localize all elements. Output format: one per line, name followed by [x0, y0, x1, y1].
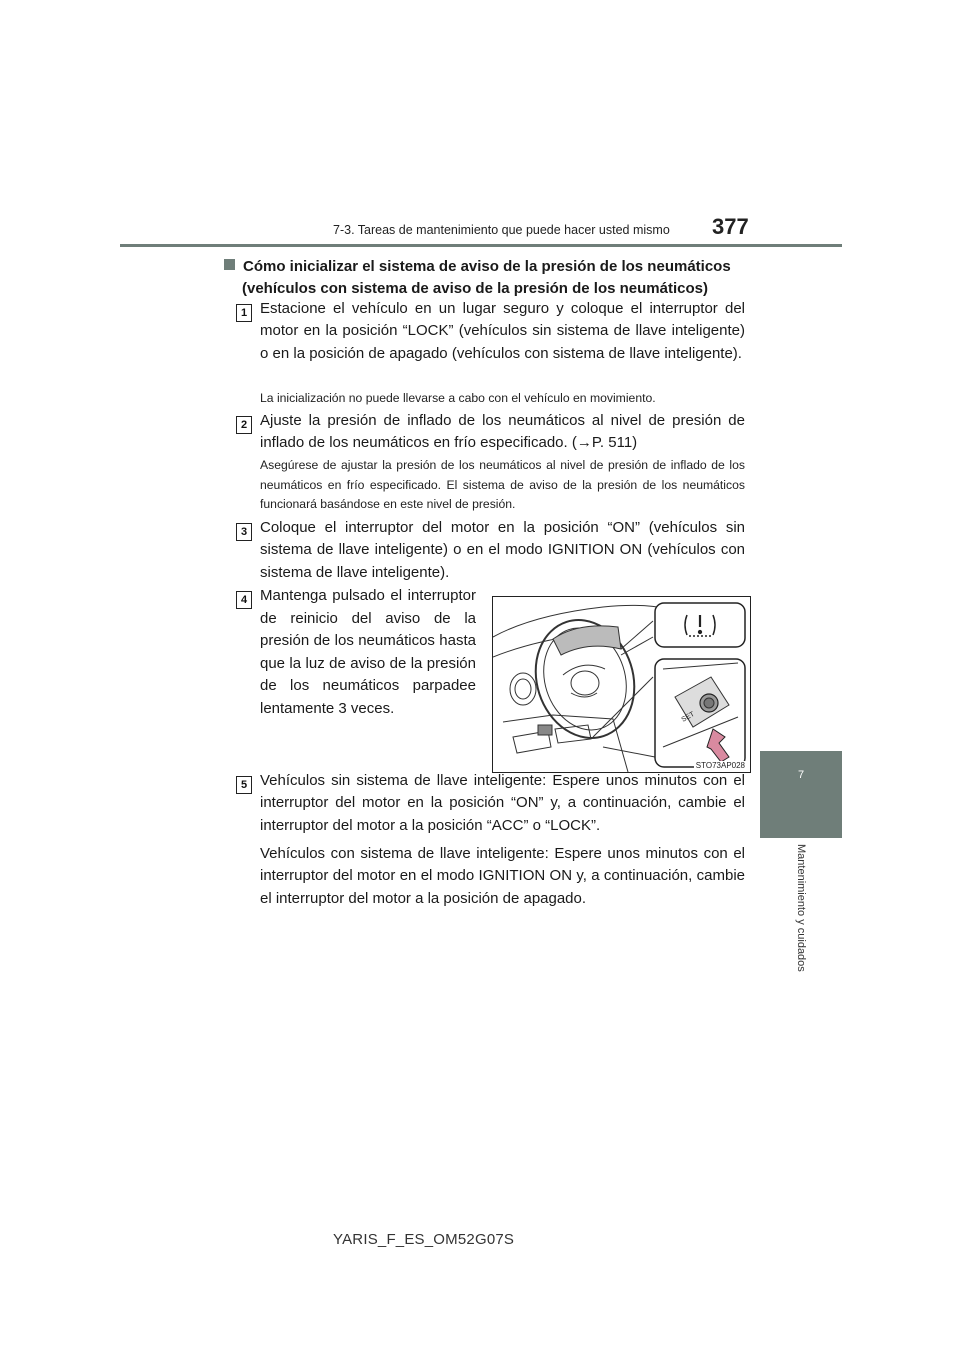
dashboard-illustration [492, 596, 751, 773]
step-4-text: Mantenga pulsado el interruptor de reinicio del aviso de la presión de los neumáticos hasta que la luz de aviso de la presión de los neumáticos parpadee lentamente 3 veces. [260, 587, 476, 717]
chapter-number: 7 [797, 769, 805, 781]
section-heading [224, 256, 746, 300]
step-badge-2: 2 [236, 416, 252, 434]
chapter-tab [760, 751, 842, 838]
step-2-note: Asegúrese de ajustar la presión de los neumáticos al nivel de presión de inflado de los neumáticos en frío especificado. El sistema de aviso de la presión de los neumáticos funcionará basándose en este nivel de presión. [260, 458, 745, 511]
document-code: YARIS_F_ES_OM52G07S [333, 1231, 515, 1248]
step-1-note: La inicialización no puede llevarse a cabo con el vehículo en movimiento. [260, 391, 656, 405]
page-number: 377 [712, 214, 749, 239]
chapter-title: Mantenimiento y cuidados [795, 844, 807, 972]
step-5-text-2: Vehículos con sistema de llave inteligente: Espere unos minutos con el interruptor del motor en el modo IGNITION ON y, a continuación, cambie el interruptor del motor a la posición de apagado. [260, 845, 745, 907]
step-1-text: Estacione el vehículo en un lugar seguro y coloque el interruptor del motor en la posición “LOCK” (vehículos sin sistema de llave inteligente) o en la posición de apagado (vehículos con sistema de llave inteligente). [260, 300, 745, 362]
step-badge-5: 5 [236, 776, 252, 794]
running-header: 7-3. Tareas de mantenimiento que puede hacer usted mismo [333, 223, 670, 237]
step-badge-3: 3 [236, 523, 252, 541]
figure-code: STO73AP028 [695, 761, 745, 770]
step-2-text: Ajuste la presión de inflado de los neumáticos al nivel de presión de inflado de los neumáticos en frío especificado. (→P. 511) [260, 412, 745, 452]
step-badge-1: 1 [236, 304, 252, 322]
header-rule [120, 244, 842, 247]
section-heading-line1: Cómo inicializar el sistema de aviso de la presión de los neumáticos [243, 258, 731, 275]
button-label: SET [680, 710, 696, 724]
section-heading-line2: (vehículos con sistema de aviso de la presión de los neumáticos) [242, 280, 708, 297]
dashboard-drawing [493, 597, 750, 772]
step-badge-4: 4 [236, 591, 252, 609]
step-3-text: Coloque el interruptor del motor en la posición “ON” (vehículos sin sistema de llave inteligente) o en el modo IGNITION ON (vehículos con sistema de llave inteligente). [260, 519, 745, 581]
square-bullet-icon [224, 259, 235, 270]
step-5-text: Vehículos sin sistema de llave inteligente: Espere unos minutos con el interruptor del motor en la posición “ON” y, a continuación, cambie el interruptor del motor a la posición “ACC” o “LOCK”. [260, 772, 745, 834]
